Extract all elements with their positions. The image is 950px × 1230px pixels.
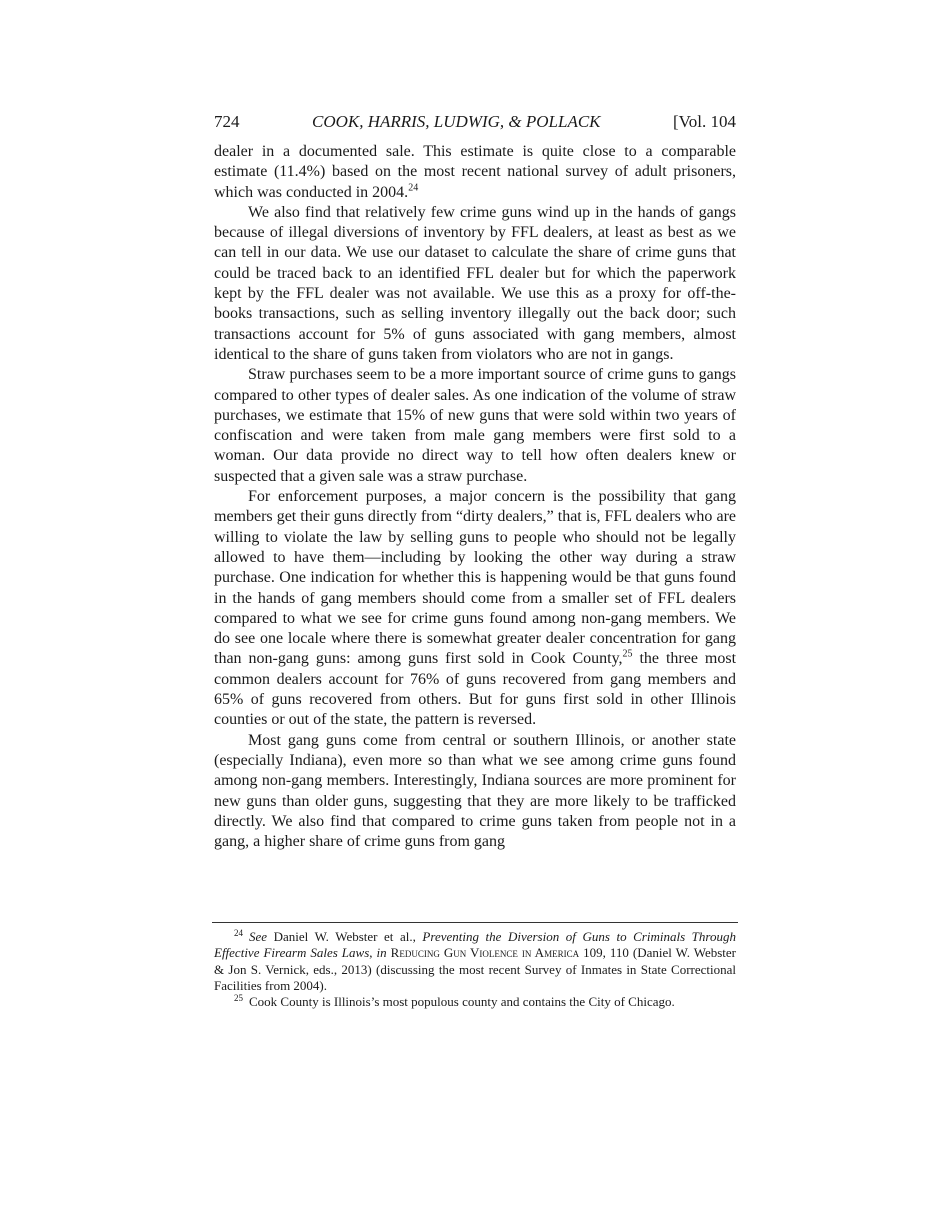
footnote-number: 24 [234, 927, 243, 938]
running-header [214, 112, 736, 132]
paragraph: Straw purchases seem to be a more important source of crime guns to gangs compared to other types of dealer sales. As one indication of the volume of straw purchases, we estimate that 15% of new guns that were sold within two years of confiscation and were taken from male gang members were first sold to a woman. Our data provide no direct way to tell how often dealers knew or suspected that a given sale was a straw purchase. [214, 366, 736, 485]
paragraph: We also find that relatively few crime guns wind up in the hands of gangs because of illegal diversions of inventory by FFL dealers, at least as best as we can tell in our data. We use our dataset to calculate the share of crime guns that could be traced back to an identified FFL dealer but for which the paperwork kept by the FFL dealer was not available. We use this as a proxy for off-the-books transactions, such as selling inventory illegally out the back door; such transactions account for 5% of guns associated with gang members, almost identical to the share of guns taken from violators who are not in gangs. [214, 203, 736, 363]
book-title: Reducing Gun Violence in America [386, 945, 580, 961]
footnote-ref-25[interactable]: 25 [622, 649, 633, 661]
footnote-25: $^{25}$ Cook County is Illinois’s most populous county and contains the City of Chicago. [234, 992, 675, 1010]
footnotes [214, 929, 736, 1010]
paragraph: dealer in a documented sale. This estimate is quite close to a comparable estimate (11.4%) based on the most recent national survey of adult prisoners, which was conducted in 2004.24 [214, 143, 736, 201]
paragraph: For enforcement purposes, a major concern is the possibility that gang members get their guns directly from “dirty dealers,” that is, FFL dealers who are willing to violate the law by selling guns to people who should not be legally allowed to have them—including by looking the other way during a straw purchase. One indication for whether this is happening would be that guns found in the hands of gang members should come from a smaller set of FFL dealers compared to what we see for crime guns found among non-gang members. We do see one locale where there is somewhat greater dealer concentration for gang than non-gang guns: among guns first sold in Cook County,$^{25}$ the three most common dealers account for 76% of guns recovered from gang members and 65% of guns recovered from others. But for guns first sold in other Illinois counties or out of the state, the pattern is reversed. [214, 488, 737, 729]
page [214, 112, 736, 852]
volume-label: [Vol. 104 [673, 112, 736, 131]
page-number: 724 [214, 112, 240, 131]
footnote-24: $^{24}$ See Daniel W. Webster et al., Preventing the Diversion of Guns to Criminals Through Effective Firearm Sales Laws, in Reducing Gun Violence in America 109, 110 (Daniel W. Webster & Jon S. Vernick, eds., 2013) (discussing the most recent Survey of Inmates in State Correctional Facilities from 2004). [214, 927, 737, 993]
paragraph: Most gang guns come from central or southern Illinois, or another state (especially Indiana), even more so than what we see among crime guns found among non-gang members. Interestingly, Indiana sources are more prominent for new guns than older guns, suggesting that they are more likely to be trafficked directly. We also find that compared to crime guns taken from people not in a gang, a higher share of crime guns from gang [214, 731, 736, 851]
footnote-divider [212, 922, 738, 923]
footnote-ref-24[interactable]: 24 [408, 182, 419, 194]
body-text [214, 142, 736, 852]
running-head-authors: COOK, HARRIS, LUDWIG, & POLLACK [311, 112, 601, 131]
footnote-number: 25 [234, 992, 243, 1003]
